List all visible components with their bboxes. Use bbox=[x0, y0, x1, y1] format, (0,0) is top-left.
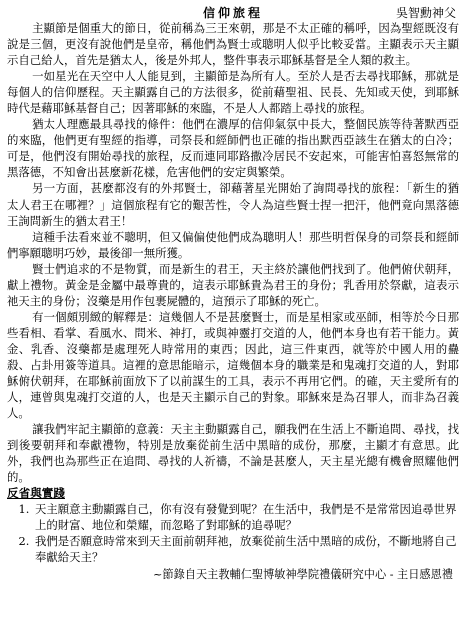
paragraph: 賢士們追求的不是物質，而是新生的君王，天主終於讓他們找到了。他們俯伏朝拜，獻上禮物。黃金是金屬中最尊貴的，這表示耶穌貴為君王的身份；乳香用於祭獻，這表示祂天主的身份；沒藥是用作包裹屍體的，這預示了耶穌的死亡。 bbox=[7, 261, 459, 308]
document-title: 信仰旅程 bbox=[202, 6, 263, 20]
reflection-section bbox=[7, 485, 459, 565]
paragraph: 有一個頗別緻的解釋是：這幾個人不是甚麼賢士，而是星相家或巫師，相等於今日那些看相、看掌、看風水、問米、神打，或與神靈打交道的人，他們本身也有若干能力。黃金、乳香、沒藥都是處理死人時常用的東西；因此，這三件東西，就等於中國人用的蠱殺、占卦用簽等道具。這裡的意思能暗示，這幾個本身的職業是和鬼魂打交道的人，對耶穌俯伏朝拜，在耶穌前面放下了以前謀生的工具，表示不再用它們。的確，天主愛所有的人，連曾與鬼魂打交道的人，也是天主顯示自己的對象。耶穌來是為召罪人，而非為召義人。 bbox=[7, 309, 459, 421]
author-name: 吳智勳神父 bbox=[395, 6, 456, 20]
source-footer: ~節錄自天主教輔仁聖博敏神學院禮儀研究中心 - 主日感恩禮 bbox=[153, 568, 453, 582]
reflection-question: 2. 我們是否願意時常來到天主面前朝拜祂，放棄從前生活中黑暗的成份，不斷地將自己奉獻給天主？ bbox=[33, 533, 459, 565]
article-body bbox=[7, 20, 459, 485]
paragraph: 讓我們牢記主顯節的意義：天主主動顯露自己，願我們在生活上不斷追問、尋找，找到後要朝拜和奉獻禮物，特別是放棄從前生活中黑暗的成份，那麼，主顯才有意思。此外，我們也為那些正在追問、尋找的人祈禱，不論是甚麼人，天主星光總有機會照耀他們的。 bbox=[7, 422, 459, 485]
reflection-heading: 反省與實踐 bbox=[7, 486, 65, 501]
paragraph: 猶太人理應最具尋找的條件：他們在濃厚的信仰氣氛中長大，整個民族等待著默西亞的來臨，他們更有聖經的指導，司祭長和經師們也正確的指出默西亞該生在猶太的白冷；可是，他們沒有開始尋找的旅程，反而連同耶路撒冷居民不安起來，可能害怕喜怒無常的黑落德，不知會出甚麼新花樣，危害他們的安定與繁榮。 bbox=[7, 117, 459, 180]
paragraph: 這種手法看來並不聰明，但又偏偏使他們成為聰明人！那些明哲保身的司祭長和經師們寧願聰明巧妙，最後卻一無所獲。 bbox=[7, 229, 459, 260]
reflection-question: 1. 天主願意主動顯露自己，你有沒有發覺到呢？在生活中，我們是不是常常因追尋世界上的財富、地位和榮耀，而忽略了對耶穌的追尋呢？ bbox=[33, 501, 459, 533]
paragraph: 另一方面，甚麼都沒有的外邦賢士，卻藉著星光開始了詢問尋找的旅程：「新生的猶太人君王在哪裡？」這個旅程有它的艱苦性，令人為這些賢士捏一把汗，他們竟向黑落德王詢問新生的猶太君王！ bbox=[7, 181, 459, 228]
document-header bbox=[7, 4, 459, 20]
paragraph: 主顯節是個重大的節日，從前稱為三王來朝，那是不太正確的稱呼，因為聖經既沒有說是三個，更沒有說他們是皇帝，稱他們為賢士或聰明人似乎比較妥當。主顯表示天主顯示自己給人，首先是猶太人，後是外邦人，整件事表示耶穌基督是全人類的救主。 bbox=[7, 21, 459, 68]
paragraph: 一如星光在天空中人人能見到，主顯節是為所有人。至於人是否去尋找耶穌，那就是每個人的信仰歷程。天主顯露自己的方法很多，從前藉聖祖、民長、先知或天使，到耶穌時代是藉耶穌基督自己；因著耶穌的來臨，不是人人都踏上尋找的旅程。 bbox=[7, 69, 459, 116]
reflection-questions bbox=[7, 501, 459, 565]
